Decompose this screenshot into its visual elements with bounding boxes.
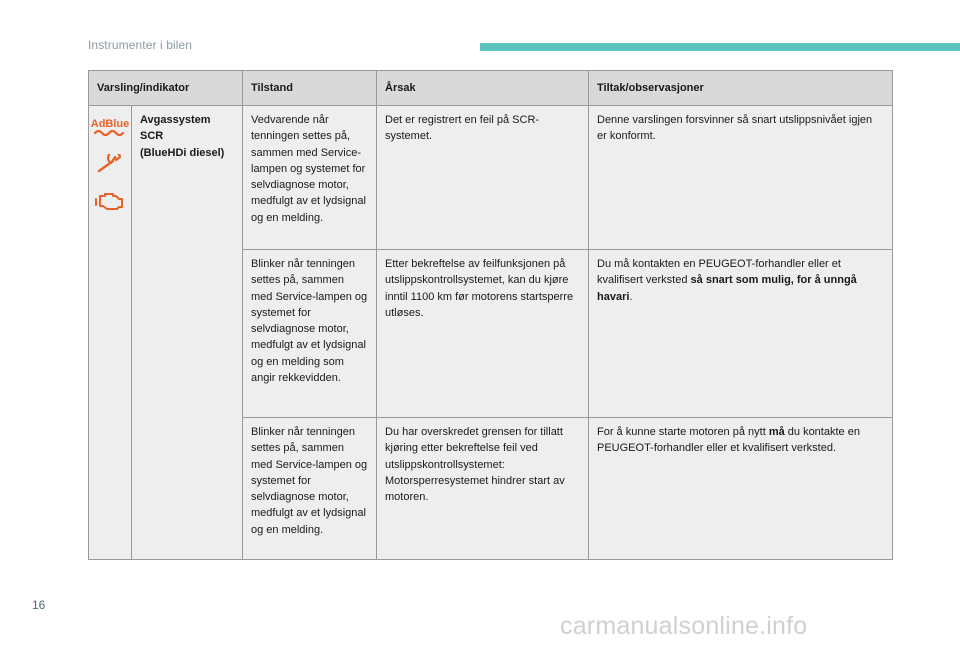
section-title: Instrumenter i bilen — [88, 38, 193, 52]
page-number: 16 — [32, 598, 46, 612]
action-text: Denne varslingen forsvinner så snart utslippsnivået igjen er konformt. — [597, 114, 873, 143]
engine-icon — [94, 190, 126, 212]
indicator-icons-cell — [89, 106, 132, 560]
condition-cell: Vedvarende når tenningen settes på, sammen med Service-lampen og systemet for selvdiagnose motor, medfulgt av et lydsignal og en melding. — [243, 106, 377, 250]
cause-cell: Etter bekreftelse av feilfunksjonen på utslippskontrollsystemet, kan du kjøre inntil 1100 km før motorens startsperre utløses. — [377, 250, 589, 418]
column-header-action: Tiltak/observasjoner — [589, 71, 893, 106]
action-text-end: . — [629, 290, 633, 303]
indicator-label-line2: SCR — [140, 130, 164, 143]
action-emphasis: må — [768, 426, 785, 438]
action-cell — [589, 250, 893, 418]
condition-cell: Blinker når tenningen settes på, sammen med Service-lampen og systemet for selvdiagnose motor, medfulgt av et lydsignal og en melding som angir rekkevidden. — [243, 250, 377, 418]
column-header-cause: Årsak — [377, 71, 589, 106]
watermark: carmanualsonline.info — [560, 612, 808, 640]
table-row — [89, 106, 893, 250]
table-header-row — [89, 71, 893, 106]
wrench-icon — [96, 154, 124, 174]
column-header-condition: Tilstand — [243, 71, 377, 106]
adblue-icon — [91, 116, 129, 138]
action-text: For å kunne starte motoren på nytt — [597, 426, 769, 438]
indicator-label-line1: Avgassystem — [140, 114, 211, 126]
cause-cell: Det er registrert en feil på SCR-systemet. — [377, 106, 589, 250]
action-cell — [589, 106, 893, 250]
action-cell — [589, 418, 893, 560]
adblue-logo-text: AdBlue — [91, 118, 129, 130]
column-header-indicator: Varsling/indikator — [89, 71, 243, 106]
indicator-label-cell — [132, 106, 243, 560]
section-accent-bar — [480, 43, 960, 51]
action-text-end: du kontakte en PEUGEOT-forhandler eller et kvalifisert verksted. — [597, 426, 860, 455]
warning-indicator-table — [88, 70, 893, 560]
condition-cell: Blinker når tenningen settes på, sammen med Service-lampen og systemet for selvdiagnose motor, medfulgt av et lydsignal og en melding. — [243, 418, 377, 560]
indicator-label-line3: (BlueHDi diesel) — [140, 146, 225, 159]
action-text: Du må kontakten en PEUGEOT-forhandler eller et kvalifisert verksted — [597, 258, 841, 287]
cause-cell: Du har overskredet grensen for tillatt kjøring etter bekreftelse feil ved utslippskontrollsystemet: Motorsperresystemet hindrer start av motoren. — [377, 418, 589, 560]
action-emphasis: så snart som mulig, for å unngå havari — [597, 274, 857, 303]
